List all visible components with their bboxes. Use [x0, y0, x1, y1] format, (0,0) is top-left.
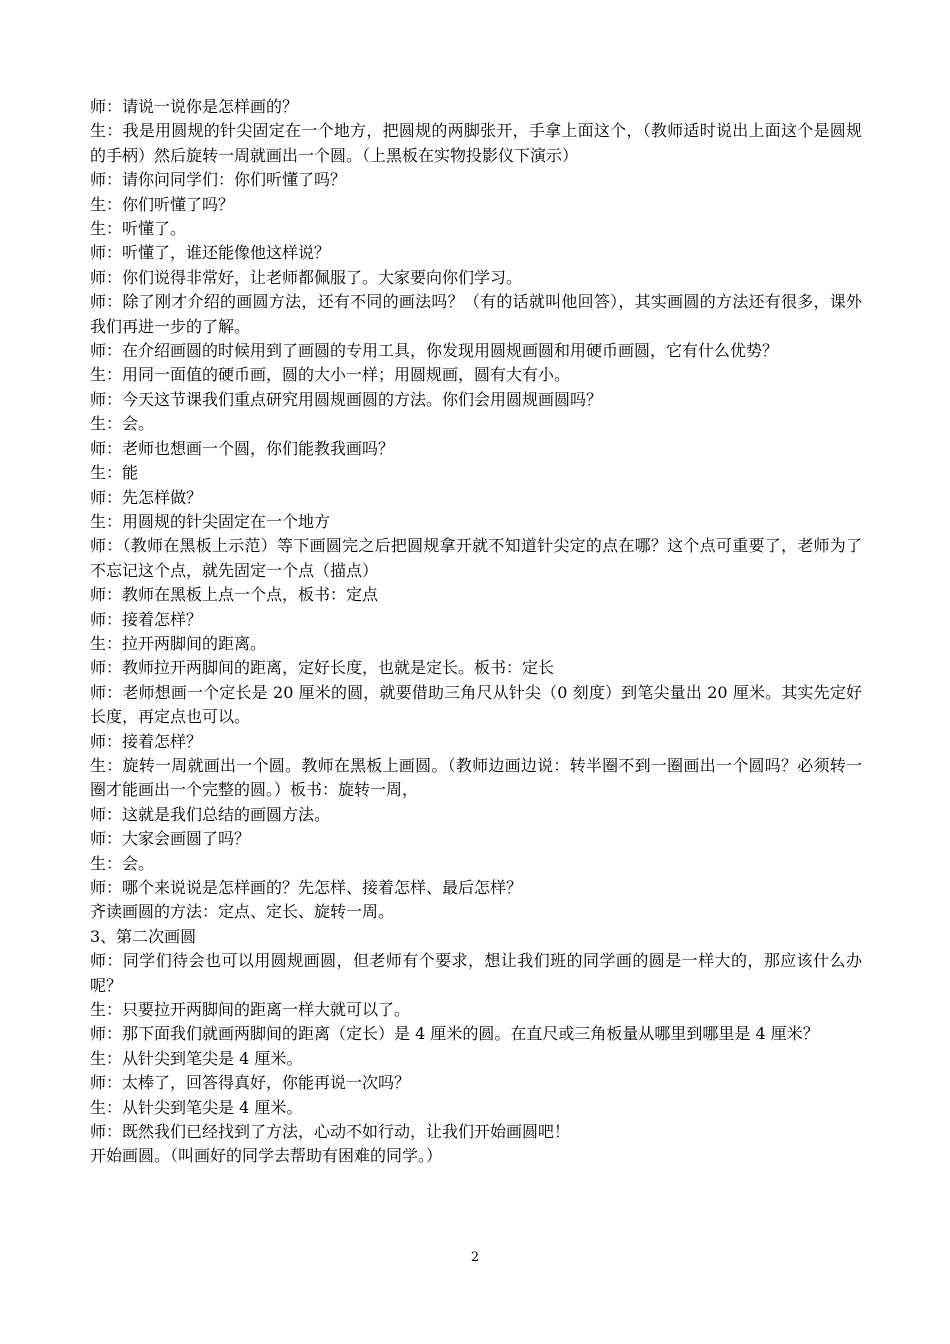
paragraph: 师：教师在黑板上点一个点，板书：定点	[90, 585, 379, 605]
paragraph: 师：听懂了，谁还能像他这样说？	[90, 243, 331, 263]
paragraph: 师：在介绍画圆的时候用到了画圆的专用工具，你发现用圆规画圆和用硬币画圆，它有什么优势？	[90, 341, 779, 361]
paragraph: 开始画圆。（叫画好的同学去帮助有困难的同学。）	[90, 1146, 443, 1166]
paragraph: 师：教师拉开两脚间的距离，定好长度，也就是定长。板书：定长	[90, 658, 555, 678]
paragraph: 生：用圆规的针尖固定在一个地方	[90, 511, 331, 531]
paragraph: 师：太棒了，回答得真好，你能再说一次吗？	[90, 1073, 411, 1093]
paragraph: 师：哪个来说说是怎样画的？先怎样、接着怎样、最后怎样？	[90, 878, 523, 897]
paragraph: 师：请你问同学们：你们听懂了吗？	[90, 170, 347, 190]
paragraph: 师：同学们待会也可以用圆规画圆，但老师有个要求，想让我们班的同学画的圆是一样大的，那应该什么办呢？	[90, 951, 862, 995]
paragraph: 师：除了刚才介绍的画圆方法，还有不同的画法吗？（有的话就叫他回答），其实画圆的方法还有很多，课外我们再进一步的了解。	[90, 292, 862, 336]
paragraph: 生：旋转一周就画出一个圆。教师在黑板上画圆。（教师边画边说：转半圈不到一圈画出一个圆吗？必须转一圈才能画出一个完整的圆。）板书：旋转一周，	[90, 755, 862, 800]
paragraph: 师：（教师在黑板上示范）等下画圆完之后把圆规拿开就不知道针尖定的点在哪？这个点可重要了，老师为了不忘记这个点，就先固定一个点（描点）	[90, 536, 862, 580]
paragraph: 生：从针尖到笔尖是 4 厘米。	[90, 1097, 303, 1117]
paragraph: 生：你们听懂了吗？	[90, 194, 235, 214]
paragraph: 师：接着怎样？	[90, 609, 203, 629]
paragraph: 师：这就是我们总结的画圆方法。	[90, 804, 331, 824]
paragraph: 生：能	[90, 463, 139, 483]
paragraph: 师：既然我们已经找到了方法，心动不如行动，让我们开始画圆吧！	[90, 1122, 571, 1142]
paragraph: 3、第二次画圆	[90, 926, 197, 946]
paragraph: 生：用同一面值的硬币画，圆的大小一样；用圆规画，圆有大有小。	[90, 365, 571, 385]
paragraph: 生：会。	[90, 414, 155, 434]
paragraph: 师：老师也想画一个圆，你们能教我画吗？	[90, 438, 395, 458]
paragraph: 生：从针尖到笔尖是 4 厘米。	[90, 1048, 303, 1068]
paragraph: 生：听懂了。	[90, 219, 187, 239]
paragraph: 生：只要拉开两脚间的距离一样大就可以了。	[90, 1000, 411, 1020]
page-number: 2	[470, 1250, 480, 1265]
paragraph: 师：先怎样做？	[90, 487, 203, 507]
paragraph: 生：会。	[90, 853, 155, 873]
paragraph: 生：拉开两脚间的距离。	[90, 633, 267, 653]
paragraph: 生：我是用圆规的针尖固定在一个地方，把圆规的两脚张开，手拿上面这个，（教师适时说出上面这个是圆规的手柄）然后旋转一周就画出一个圆。（上黑板在实物投影仪下演示）	[90, 121, 862, 165]
paragraph: 师：接着怎样？	[90, 731, 203, 751]
paragraph: 师：请说一说你是怎样画的？	[90, 97, 299, 116]
paragraph: 师：你们说得非常好，让老师都佩服了。大家要向你们学习。	[90, 267, 523, 287]
page-body	[90, 95, 862, 1169]
paragraph: 齐读画圆的方法：定点、定长、旋转一周。	[90, 902, 395, 922]
paragraph: 师：今天这节课我们重点研究用圆规画圆的方法。你们会用圆规画圆吗？	[90, 389, 603, 409]
paragraph: 师：那下面我们就画两脚间的距离（定长）是 4 厘米的圆。在直尺或三角板量从哪里到哪里是 4 厘米？	[90, 1024, 819, 1044]
paragraph: 师：大家会画圆了吗？	[90, 829, 251, 849]
paragraph: 师：老师想画一个定长是 20 厘米的圆，就要借助三角尺从针尖（0 刻度）到笔尖量出 20 厘米。其实先定好长度，再定点也可以。	[90, 682, 862, 727]
